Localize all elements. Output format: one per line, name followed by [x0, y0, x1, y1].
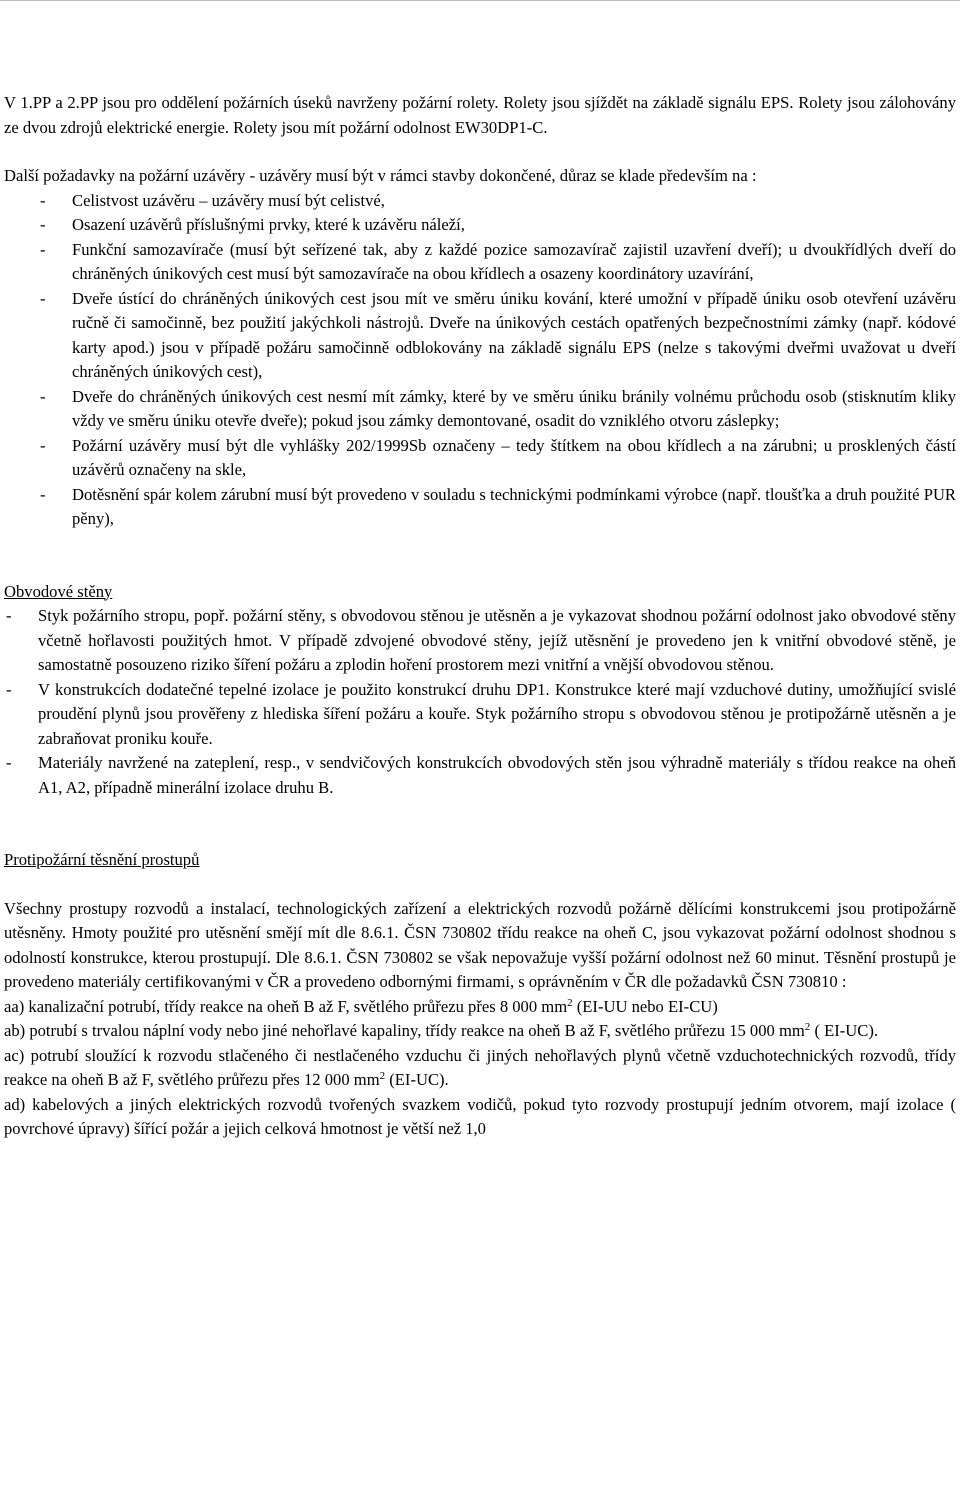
list-item: - Funkční samozavírače (musí být seřízené tak, aby z každé pozice samozavírač zajistil uzavření dveří); u dvoukřídlých dveří do chráněných únikových cest musí být samozavírače na obou křídlech a osazeny koordinátory uzavírání, [40, 239, 956, 283]
intro-paragraph: V 1.PP a 2.PP jsou pro oddělení požárních úseků navrženy požární rolety. Rolety jsou sjíždět na základě signálu EPS. Rolety jsou zálohovány ze dvou zdrojů elektrické energie. Rolety jsou mít požární odolnost EW30DP1-C. [4, 93, 956, 137]
list-item: - Dotěsnění spár kolem zárubní musí být provedeno v souladu s technickými podmínkami výrobce (např. tloušťka a druh použité PUR pěny), [40, 484, 956, 528]
list-item: - Styk požárního stropu, popř. požární stěny, s obvodovou stěnou je utěsněn a je vykazovat shodnou požární odolnost jako obvodové stěny včetně hořlavosti použitých hmot. V případě zdvojené obvodové stěny, jejíž utěsnění je provedeno jen k vnitřní obvodové stěně, je samostatně posouzeno riziko šíření požáru a zplodin hoření prostorem mezi vnitřní a vnější obvodovou stěnou. [6, 606, 956, 674]
document-page [4, 91, 956, 1142]
list-item: - Dveře ústící do chráněných únikových cest jsou mít ve směru úniku kování, které umožní v případě úniku osob otevření uzávěru ručně či samočinně, bez použití jakýchkoli nástrojů. Dveře na únikových cestách opatřených bezpečnostními zámky (např. kódové karty apod.) jsou v případě požáru samočinně odblokovány na základě signálu EPS (nelze s takovými dveřmi uvažovat u dveří chráněných únikových cest), [40, 288, 956, 381]
seals-item-ac: ac) potrubí sloužící k rozvodu stlačeného či nestlačeného vzduchu či jiných nehořlavých plynů včetně vzduchotechnických rozvodů, třídy reakce na oheň B až F, světlého průřezu přes 12 000 $mm^2$ (EI-UC). [4, 1045, 956, 1089]
closures-lead: Další požadavky na požární uzávěry - uzávěry musí být v rámci stavby dokončené, důraz se klade především na : [4, 166, 757, 185]
seals-item-aa: aa) kanalizační potrubí, třídy reakce na oheň B až F, světlého průřezu přes 8 000 $mm^2$ (EI-UU nebo EI-CU) [4, 996, 718, 1016]
list-item: - Celistvost uzávěru – uzávěry musí být celistvé, [40, 190, 385, 210]
list-item: - Materiály navržené na zateplení, resp., v sendvičových konstrukcích obvodových stěn jsou výhradně materiály s třídou reakce na oheň A1, A2, případně minerální izolace druhu B. [6, 753, 956, 797]
top-border-line [0, 0, 960, 1]
seals-item-ad: ad) kabelových a jiných elektrických rozvodů tvořených svazkem vodičů, pokud tyto rozvody prostupují jedním otvorem, mají izolace ( povrchové úpravy) šířící požár a jejich celková hmotnost je větší než 1,0 [4, 1094, 956, 1138]
seals-item-ab: ab) potrubí s trvalou náplní vody nebo jiné nehořlavé kapaliny, třídy reakce na oheň B až F, světlého průřezu 15 000 $mm^2$ ( EI-UC). [4, 1021, 879, 1040]
seals-paragraph: Všechny prostupy rozvodů a instalací, technologických zařízení a elektrických rozvodů požárně dělícími konstrukcemi jsou protipožárně utěsněny. Hmoty použité pro utěsnění smějí mít dle 8.6.1. ČSN 730802 třídu reakce na oheň C, jsou vykazovat požární odolnost shodnou s odolností konstrukce, kterou prostupují. Dle 8.6.1. ČSN 730802 se však nepovažuje vyšší požární odolnost než 60 minut. Těsnění prostupů je provedeno materiály certifikovanými v ČR a provedeno odbornými firmami, s oprávněním v ČR dle požadavků ČSN 730810 : [4, 898, 956, 991]
list-item: - Osazení uzávěrů příslušnými prvky, které k uzávěru náleží, [40, 215, 465, 234]
walls-list [4, 604, 956, 800]
section-heading-walls: Obvodové stěny [4, 581, 113, 601]
list-item: - Požární uzávěry musí být dle vyhlášky 202/1999Sb označeny – tedy štítkem na obou křídlech a na zárubni; u prosklených částí uzávěrů označeny na skle, [40, 435, 956, 479]
section-heading-seals: Protipožární těsnění prostupů [4, 850, 200, 869]
closures-list [4, 189, 956, 532]
list-item: - V konstrukcích dodatečné tepelné izolace je použito konstrukcí druhu DP1. Konstrukce které mají vzduchové dutiny, umožňující svislé proudění plynů jsou prověřeny z hlediska šíření požáru a kouře. Styk požárního stropu s obvodovou stěnou je protipožárně utěsněn a je zabraňovat proniku kouře. [6, 679, 956, 748]
list-item: - Dveře do chráněných únikových cest nesmí mít zámky, které by ve směru úniku bránily volnému průchodu osob (stisknutím kliky vždy ve směru úniku otevře dveře); pokud jsou zámky demontované, osadit do vzniklého otvoru záslepky; [40, 386, 956, 430]
